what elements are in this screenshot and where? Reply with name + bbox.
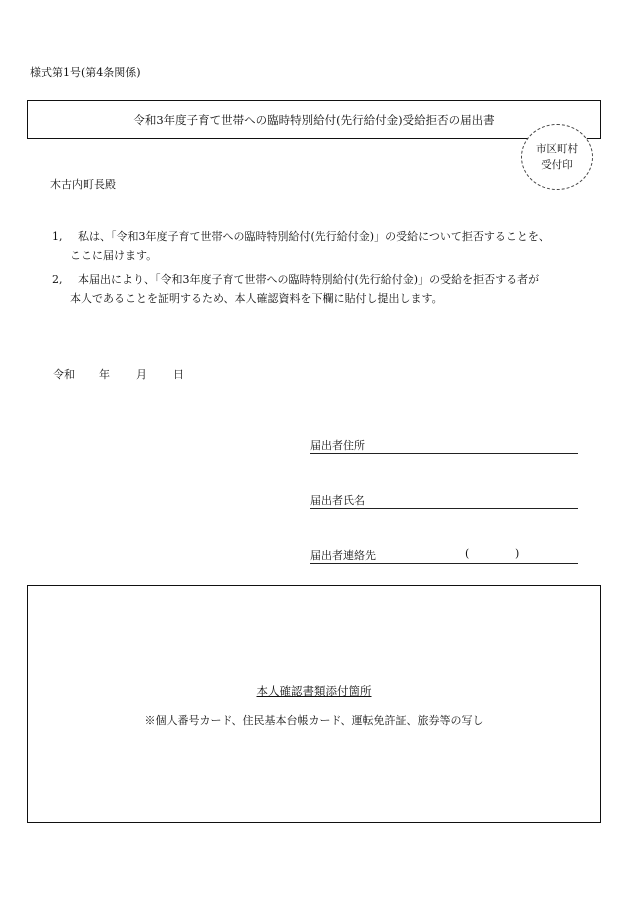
date-year: 年 xyxy=(99,368,110,381)
paren-open: ( xyxy=(465,547,470,560)
id-document-attachment-area xyxy=(27,585,601,823)
date-line xyxy=(53,366,184,382)
item-line-1: 私は、「令和3年度子育て世帯への臨時特別給付(先行給付金)」の受給について拒否することを、 xyxy=(78,230,550,243)
statement-item-1 xyxy=(52,227,592,265)
date-day: 日 xyxy=(173,368,184,381)
reception-stamp-area xyxy=(521,124,593,190)
name-label: 届出者氏名 xyxy=(310,494,365,507)
item-number: 1, xyxy=(52,230,63,243)
date-month: 月 xyxy=(136,368,147,381)
form-title-box xyxy=(27,100,601,139)
form-title: 令和3年度子育て世帯への臨時特別給付(先行給付金)受給拒否の届出書 xyxy=(133,112,495,127)
paren-close: ) xyxy=(515,547,520,560)
statement-item-2 xyxy=(52,270,592,308)
contact-label: 届出者連絡先 xyxy=(310,549,376,562)
item-line-2: 本人であることを証明するため、本人確認資料を下欄に貼付し提出します。 xyxy=(70,292,443,305)
id-section-title: 本人確認書類添付箇所 xyxy=(256,684,372,698)
form-number: 様式第1号(第4条関係) xyxy=(30,66,141,79)
stamp-line-1: 市区町村 xyxy=(536,143,578,155)
address-label: 届出者住所 xyxy=(310,439,365,452)
stamp-line-2: 受付印 xyxy=(541,159,573,171)
item-number: 2, xyxy=(52,273,63,286)
name-field[interactable] xyxy=(310,492,578,509)
item-line-1: 本届出により、「令和3年度子育て世帯への臨時特別給付(先行給付金)」の受給を拒否する者が xyxy=(78,273,540,286)
id-section-note: ※個人番号カード、住民基本台帳カード、運転免許証、旅券等の写し xyxy=(144,714,484,727)
address-field[interactable] xyxy=(310,437,578,454)
addressee: 木古内町長殿 xyxy=(50,178,116,191)
date-era: 令和 xyxy=(53,368,75,381)
contact-field[interactable] xyxy=(310,547,578,564)
item-line-2: ここに届けます。 xyxy=(70,249,158,262)
